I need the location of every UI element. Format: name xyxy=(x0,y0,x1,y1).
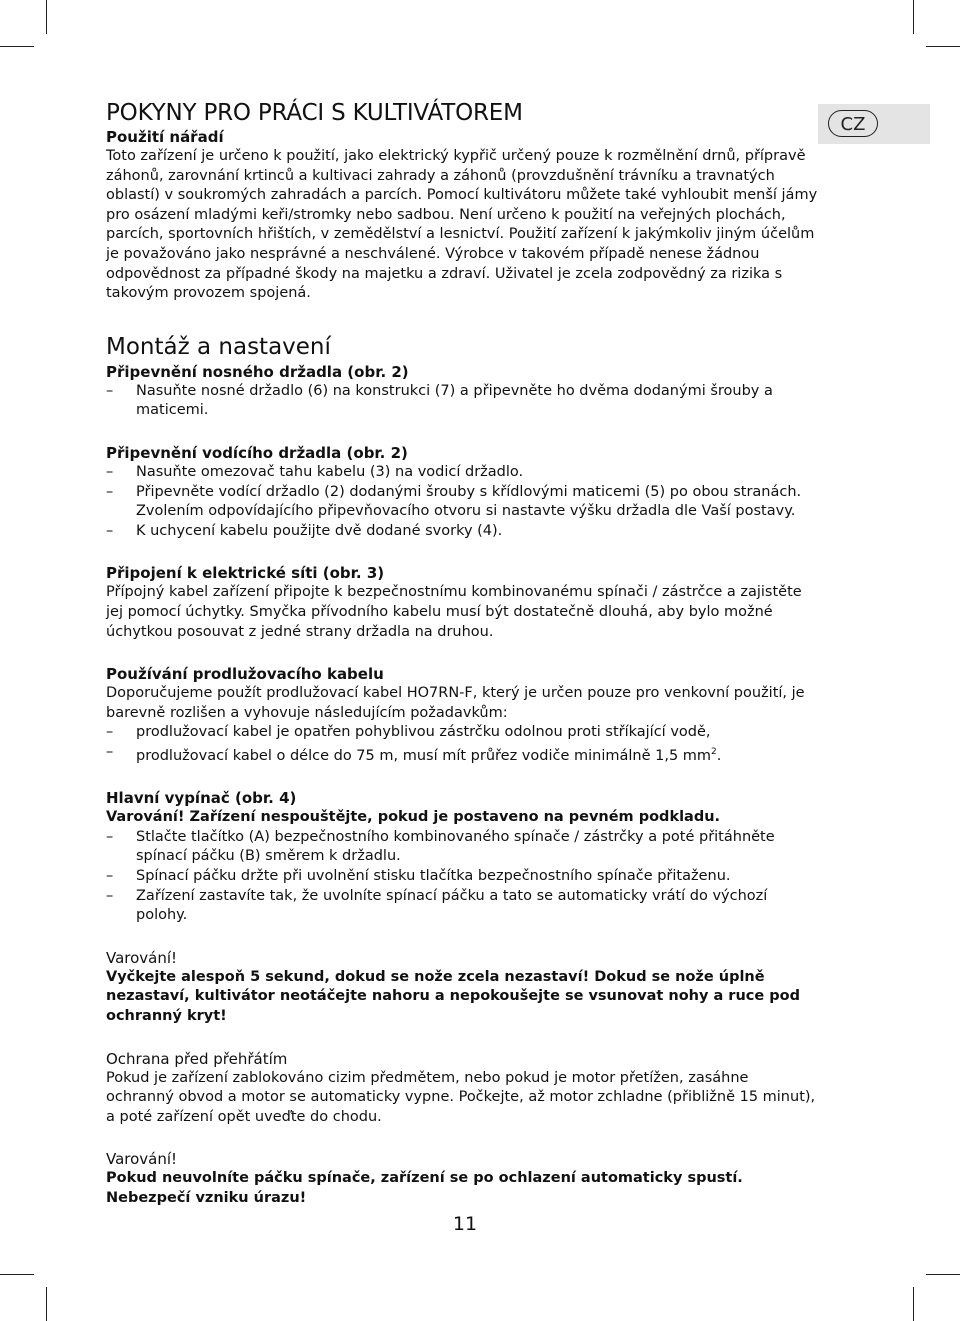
usage-heading: Použití nářadí xyxy=(106,128,224,146)
page-number: 11 xyxy=(452,1213,478,1235)
list-item: – prodlužovací kabel je opatřen pohyblivou zástrčku odolnou proti stříkající vodě, xyxy=(106,724,711,741)
carry-handle-heading: Připevnění nosného držadla (obr. 2) xyxy=(106,362,409,381)
list-item: – K uchycení kabelu použijte dvě dodané svorky (4). xyxy=(106,522,503,539)
list-item: – Spínací páčku držte při uvolnění stisku tlačítka bezpečnostního spínače přitaženu. xyxy=(106,868,731,885)
list-item: – Nasuňte omezovač tahu kabelu (3) na vodicí držadlo. xyxy=(106,463,524,480)
list-item: – Nasuňte nosné držadlo (6) na konstrukci (7) a připevněte ho dvěma dodanými šrouby a maticemi. xyxy=(106,382,773,419)
power-heading: Připojení k elektrické síti (obr. 3) xyxy=(106,564,385,583)
extension-text: Doporučujeme použít prodlužovací kabel HO7RN-F, který je určen pouze pro venkovní použití, je barevně rozlišen a vyhovuje následujícím požadavkům: xyxy=(106,685,805,721)
switch-heading: Hlavní vypínač (obr. 4) xyxy=(106,789,297,808)
crop-mark xyxy=(46,1287,47,1321)
assembly-heading: Montáž a nastavení xyxy=(106,333,331,360)
crop-mark xyxy=(926,1274,960,1275)
list-item: – Zařízení zastavíte tak, že uvolníte spínací páčku a tato se automaticky vrátí do výchozí polohy. xyxy=(106,887,768,924)
page-content xyxy=(106,100,820,1209)
overheat-heading: Ochrana před přehřátím xyxy=(106,1049,288,1068)
extension-heading: Používání prodlužovacího kabelu xyxy=(106,665,384,684)
warning-2-heading: Varování! xyxy=(106,1150,178,1169)
crop-mark xyxy=(926,46,960,47)
overheat-text: Pokud je zařízení zablokováno cizim předmětem, nebo pokud je motor přetížen, zasáhne ochranný obvod a motor se automaticky vypne. Počkejte, až motor zchladne (přibližně 15 minut), a poté zařízení opět uveďte do chodu. xyxy=(106,1069,816,1125)
page-title: POKYNY PRO PRÁCI S KULTIVÁTOREM xyxy=(106,100,523,126)
language-badge: CZ xyxy=(828,110,878,137)
power-text: Přípojný kabel zařízení připojte k bezpečnostnímu kombinovanému spínači / zástrčce a zajistěte jej pomocí úchytky. Smyčka přívodního kabelu musí být dostatečně dlouhá, aby bylo možné úchytkou posouvat z jedné strany držadla na druhou. xyxy=(106,584,802,640)
warning-1-heading: Varování! xyxy=(106,948,178,967)
crop-mark xyxy=(0,1274,34,1275)
usage-text: Toto zařízení je určeno k použití, jako elektrický kypřič určený pouze k rozmělnění drnů, přípravě záhonů, zarovnání krtinců a kultivaci zahrady a záhonů (provzdušnění trávníku a travnatých oblastí) v soukromých zahradách a parcích. Pomocí kultivátoru můžete také vyhloubit menší jámy pro osázení mladými keři/stromky nebo sadbou. Není určeno k použití na veřejných plochách, parcích, sportovních hřištích, v zemědělství a lesnictví. Použití zařízení k jakýmkoliv jiným účelům je považováno jako nesprávné a neschválené. Výrobce v takovém případě nenese žádnou odpovědnost za případné škody na majetku a zdraví. Uživatel je zcela zodpovědný za rizika s takovým provozem spojená. xyxy=(106,148,818,302)
crop-mark xyxy=(913,0,914,34)
warning-2-text: Pokud neuvolníte páčku spínače, zařízení se po ochlazení automaticky spustí. Nebezpečí vzniku úrazu! xyxy=(106,1170,743,1207)
list-item: – prodlužovací kabel o délce do 75 m, musí mít průřez vodiče minimálně 1,5 $mm^2$. xyxy=(106,743,722,764)
warning-1-text: Vyčkejte alespoň 5 sekund, dokud se nože zcela nezastaví! Dokud se nože úplně nezastaví, kultivátor neotáčejte nahoru a nepokoušejte se vsunovat nohy a ruce pod ochranný kryt! xyxy=(106,968,800,1025)
crop-mark xyxy=(46,0,47,34)
list-item: – Stlačte tlačítko (A) bezpečnostního kombinovaného spínače / zástrčky a poté přitáhněte spínací páčku (B) směrem k držadlu. xyxy=(106,828,775,865)
crop-mark xyxy=(0,46,34,47)
usage-section xyxy=(106,127,820,304)
language-tab xyxy=(818,104,930,144)
assembly-section xyxy=(106,332,820,1209)
carry-handle-list xyxy=(106,382,820,421)
extension-list xyxy=(106,723,820,766)
crop-mark xyxy=(913,1287,914,1321)
switch-list xyxy=(106,828,820,926)
switch-warning: Varování! Zařízení nespouštějte, pokud je postaveno na pevném podkladu. xyxy=(106,809,721,826)
guide-handle-list xyxy=(106,463,820,541)
guide-handle-heading: Připevnění vodícího držadla (obr. 2) xyxy=(106,443,408,462)
list-item: – Připevněte vodící držadlo (2) dodanými šrouby s křídlovými maticemi (5) po obou stranách. Zvolením odpovídajícího připevňovacího otvoru si nastavte výšku držadla dle Vaší postavy. xyxy=(106,483,802,520)
